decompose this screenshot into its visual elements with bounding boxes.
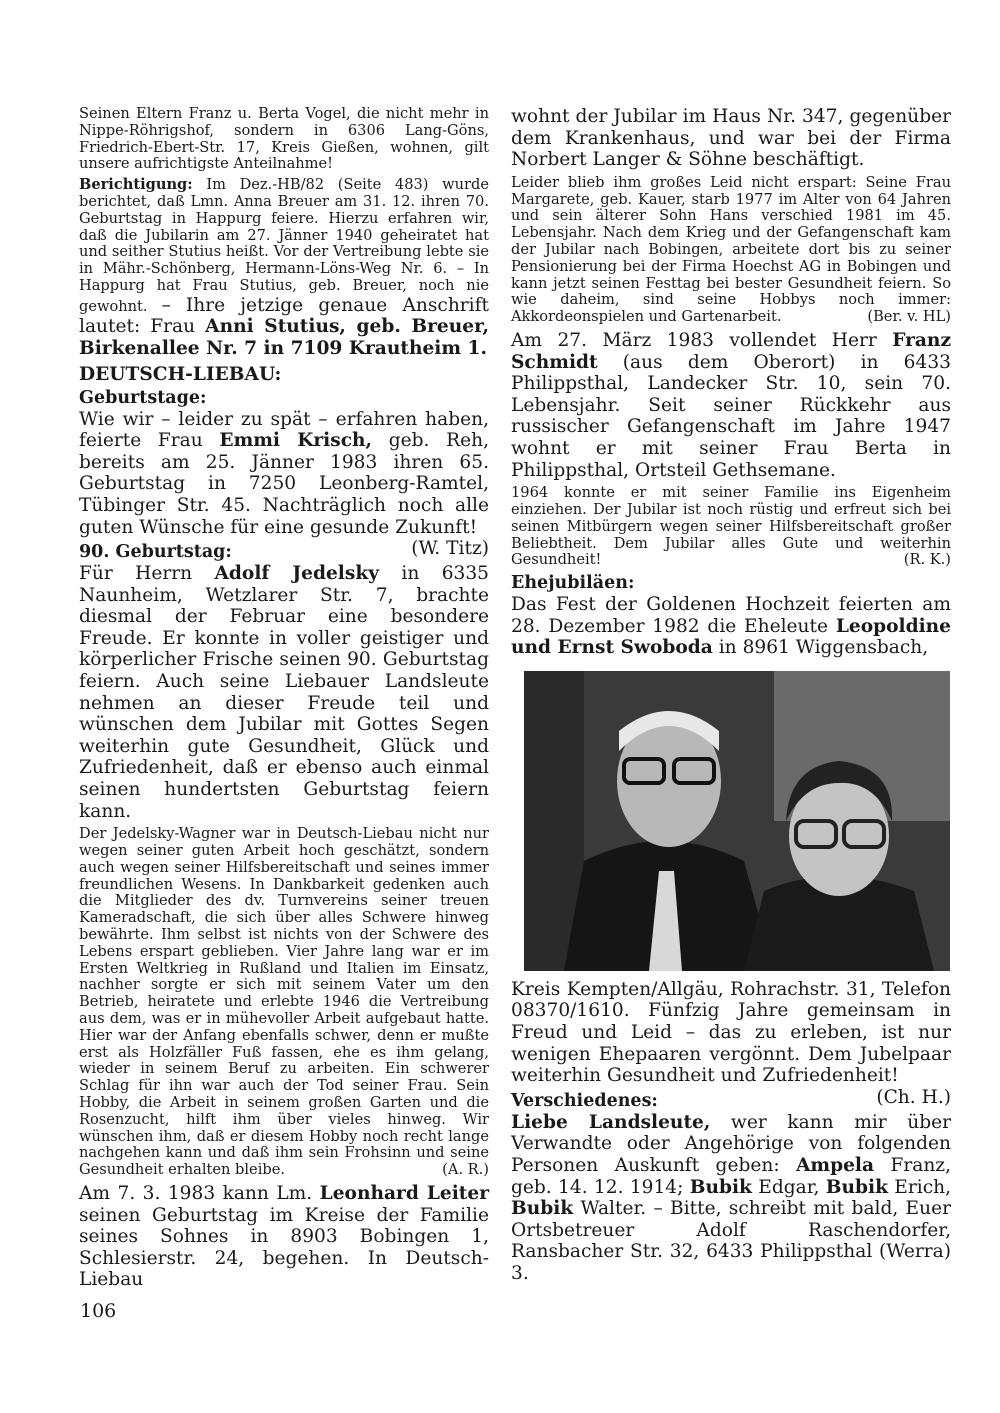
text-run: (aus dem Oberort) in 6433 Philippsthal, Landecker Str. 10, sein 70. Lebensjahr. Seit seiner Rückkehr aus russischer Gefangenschaft im Jahre 1947 wohnt er mit seiner Frau Berta in Philippsthal, Ortsteil Gethsemane. [511, 351, 951, 481]
bold-text: Bubik [825, 1176, 888, 1198]
text-run: Leider blieb ihm großes Leid nicht erspart: Seine Frau Margarete, geb. Kauer, starb 1977 im Alter von 64 Jahren und sein älterer Sohn Hans verschied 1981 im 45. Lebensjahr. Nach dem Krieg und der Gefangenschaft kam der Jubilar nach Bobingen, arbeitete dort bis zu seiner Pensionierung bei der Firma Hoechst AG in Bobingen und kann jetzt seinen Festtag bei bester Gesundheit feiern. So wie daheim, sind seine Hobbys noch immer: Akkordeonspielen und Gartenarbeit. [511, 173, 951, 326]
bold-text: Liebe Landsleute, [511, 1111, 711, 1133]
text-run: Kreis Kempten/Allgäu, Rohrachstr. 31, Telefon 08370/1610. Fünfzig Jahre gemeinsam in Freud und Leid – das zu erleben, ist nur wenigen Ehepaaren vergönnt. Dem Jubelpaar weiterhin Gesundheit und Zufriedenheit! [511, 978, 951, 1087]
text-run: in 6335 Naunheim, Wetzlarer Str. 7, brachte diesmal der Februar eine besondere Freude. Er konnte in voller geistiger und körperlicher Frische seinen 90. Geburtstag feiern. Auch seine Liebauer Landsleute nehmen an dieser Freude teil und wünschen dem Jubilar mit Gottes Segen weiterhin gute Gesundheit, Glück und Zufriedenheit, daß er ebenso auch einmal seinen hundertsten Geburtstag feiern kann. [79, 563, 490, 822]
text-run: DEUTSCH-LIEBAU: [79, 363, 282, 385]
paragraph [79, 563, 489, 822]
text-run: seinen Geburtstag im Kreise der Familie seines Sohnes in 8903 Bobingen 1, Schlesierstr. 24, begehen. In Deutsch-Liebau [79, 1204, 489, 1291]
text-run: 1964 konnte er mit seiner Familie ins Eigenheim einziehen. Der Jubilar ist noch rüstig und erfreut sich bei seinen Mitbürgern wegen seiner Hilfsbereitschaft großer Beliebtheit. Dem Jubilar alles Gute und weiterhin Gesundheit! [511, 484, 951, 569]
paragraph [511, 106, 951, 171]
paragraph [79, 1183, 489, 1291]
text-run: Franz, geb. 14. 12. 1914; [511, 1155, 951, 1198]
bold-text: Bubik [689, 1176, 752, 1198]
text-run: Edgar, [751, 1176, 826, 1198]
page-number: 106 [80, 1300, 117, 1322]
author-signature: (W. Titz) [411, 538, 489, 560]
bold-text: Berichtigung: [79, 176, 193, 194]
text-run: 90. Geburtstag: [79, 542, 232, 563]
text-run: wer kann mir über Verwandte oder Angehörige von folgenden Personen Auskunft geben: [511, 1111, 951, 1177]
text-run: Geburtstage: [79, 387, 207, 408]
paragraph [511, 485, 951, 569]
text-run: Wie wir – leider zu spät – erfahren haben, feierte Frau [79, 408, 489, 452]
author-signature: (Ber. v. HL) [867, 308, 951, 326]
bold-text: Leopoldine und Ernst Swoboda [511, 615, 951, 659]
right-column-bottom [511, 979, 951, 1285]
text-run: Walter. – Bitte, schreibt mit bald, Euer Ortsbetreuer Adolf Raschendorfer, Ransbacher Str. 32, 6433 Philippsthal (Werra) 3. [511, 1198, 951, 1284]
text-run: Am 27. März 1983 vollendet Herr [511, 329, 893, 351]
section-heading [511, 573, 951, 594]
text-run: in 8961 Wiggensbach, [712, 637, 929, 659]
text-run: Im Dez.-HB/82 (Seite 483) wurde berichtet, daß Lmn. Anna Breuer am 31. 12. ihren 70. Geburtstag in Happurg feiere. Hierzu erfahren wir, daß die Jubilarin am 27. Jänner 1940 geheiratet hat und seither Stutius heißt. Vor der Vertreibung lebte sie in Mähr.-Schönberg, Hermann-Löns-Weg Nr. 6. – In Happurg hat Frau Stutius, geb. Breuer, noch nie gewohnt. [79, 176, 489, 315]
text-run: wohnt der Jubilar im Haus Nr. 347, gegenüber dem Krankenhaus, und war bei der Firma Norbert Langer & Söhne beschäftigt. [511, 106, 951, 171]
bold-text: Ampela [796, 1155, 875, 1177]
text-run: Erich, [887, 1176, 951, 1198]
paragraph [79, 106, 489, 173]
text-run: Verschiedenes: [511, 1090, 658, 1111]
paragraph [79, 826, 489, 1179]
couple-photo [524, 671, 950, 971]
paragraph [511, 330, 951, 481]
section-heading [79, 388, 489, 409]
left-column [79, 106, 489, 1295]
bold-text: Adolf Jedelsky [214, 563, 380, 585]
paragraph [511, 175, 951, 326]
paragraph [511, 1112, 951, 1285]
author-signature: (R. K.) [903, 551, 951, 569]
bold-text: Franz Schmidt [511, 329, 951, 373]
text-run: geb. Reh, bereits am 25. Jänner 1983 ihren 65. Geburtstag in 7250 Leonberg-Ramtel, Tübinger Str. 45. Nachträglich noch alle guten Wünsche für eine gesunde Zukunft! [79, 430, 489, 538]
right-column-top [511, 106, 951, 659]
author-signature: (A. R.) [442, 1161, 489, 1179]
right-column [511, 106, 951, 1289]
text-run: Ehejubiläen: [511, 573, 635, 594]
couple-photo-image [524, 671, 950, 971]
text-run: Am 7. 3. 1983 kann Lm. [79, 1182, 320, 1204]
bold-text: Leonhard Leiter [319, 1182, 490, 1204]
section-heading [79, 364, 489, 386]
text-run: – Ihre jetzige genaue Anschrift lautet: Frau [79, 294, 489, 338]
text-run: Das Fest der Goldenen Hochzeit feierten am 28. Dezember 1982 die Eheleute [511, 594, 951, 637]
bold-text: Emmi Krisch, [219, 430, 373, 452]
bold-text: Bubik [511, 1198, 574, 1220]
text-run: Seinen Eltern Franz u. Berta Vogel, die nicht mehr in Nippe-Röhrigshof, sondern in 6306 Lang-Göns, Friedrich-Ebert-Str. 17, Kreis Gießen, wohnen, gilt unsere aufrichtigste Anteilnahme! [79, 105, 489, 173]
paragraph [79, 177, 489, 359]
text-run: Für Herrn [79, 563, 215, 585]
author-signature: (Ch. H.) [876, 1086, 951, 1108]
paragraph [511, 594, 951, 659]
text-run: Der Jedelsky-Wagner war in Deutsch-Liebau nicht nur wegen seiner guten Arbeit hoch geschätzt, sondern auch wegen seiner Hilfsbereitschaft und seines immer freundlichen Wesens. In Dankbarkeit gedenken auch die Mitglieder des dv. Turnvereins seiner treuen Kameradschaft, die sich über alles Schwere hinweg bewährte. Ihm selbst ist nichts von der Schwere des Lebens erspart geblieben. Vier Jahre lang war er im Ersten Weltkrieg in Rußland und Italien im Einsatz, nachher sorgte er sich mit seinem Vater um den Betrieb, heiratete und erlebte 1946 die Vertreibung aus dem, was er in mühevoller Arbeit aufgebaut hatte. Hier war der Anfang ebenfalls schwer, denn er mußte erst als Holzfäller Fuß fassen, ehe es ihm gelang, wieder in seinem Beruf zu arbeiten. Ein schwerer Schlag für ihn war auch der Tod seiner Frau. Sein Hobby, die Arbeit in seinem großen Garten und die Rosenzucht, hilft ihm über vieles hinweg. Wir wünschen ihm, daß er diesem Hobby noch recht lange nachgehen kann und daß ihm sein Frohsinn und seine Gesundheit erhalten bleibe. [79, 825, 489, 1179]
bold-text: Anni Stutius, geb. Breuer, Birkenallee Nr. 7 in 7109 Krautheim 1. [79, 316, 490, 359]
